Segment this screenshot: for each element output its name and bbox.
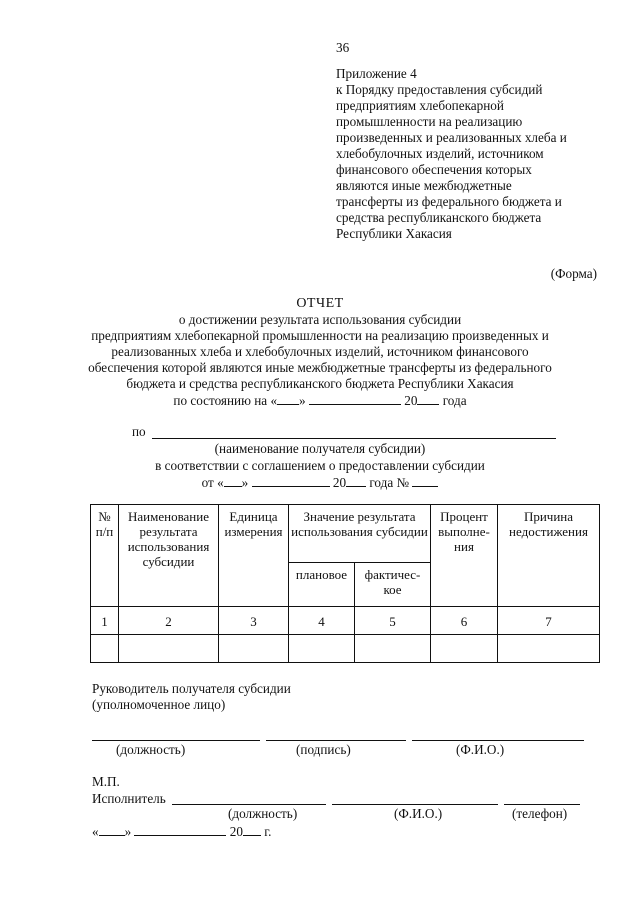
appendix-line: произведенных и реализованных хлеба и	[336, 130, 567, 145]
month-blank[interactable]	[309, 392, 401, 405]
agreement-month-blank[interactable]	[252, 474, 330, 487]
head-signature-title: Руководитель получателя субсидии	[92, 681, 291, 696]
appendix-line: Приложение 4	[336, 66, 417, 81]
form-label: (Форма)	[550, 266, 597, 281]
recipient-caption: (наименование получателя субсидии)	[214, 441, 426, 456]
stamp-label: М.П.	[92, 774, 120, 789]
head-signature-field[interactable]	[266, 740, 406, 741]
header-actual: фактичес-кое	[355, 563, 431, 607]
table-cell[interactable]	[289, 635, 355, 663]
report-title-block	[0, 296, 640, 409]
appendix-line: являются иные межбюджетные	[336, 178, 512, 193]
caption-signature: (подпись)	[296, 742, 351, 757]
executor-phone-field[interactable]	[504, 804, 580, 805]
column-number: 2	[119, 607, 219, 635]
head-position-field[interactable]	[92, 740, 260, 741]
day-blank[interactable]	[277, 392, 299, 405]
appendix-line: средства республиканского бюджета	[336, 210, 542, 225]
appendix-block	[336, 66, 626, 242]
sign-month-blank[interactable]	[134, 823, 226, 836]
header-number: № п/п	[91, 505, 119, 607]
caption-executor-phone: (телефон)	[512, 806, 568, 821]
header-result-value: Значение результата использования субсидии	[289, 505, 431, 563]
agreement-number-blank[interactable]	[412, 474, 438, 487]
column-number: 6	[431, 607, 498, 635]
column-number: 3	[219, 607, 289, 635]
column-number: 5	[355, 607, 431, 635]
report-table	[90, 504, 600, 663]
appendix-line: промышленности на реализацию	[336, 114, 523, 129]
caption-position: (должность)	[116, 742, 186, 757]
report-date-line: по состоянию на « » 20 года	[173, 393, 467, 408]
executor-position-field[interactable]	[172, 804, 326, 805]
title-line: обеспечения которой являются иные межбюджетные трансферты из федерального	[88, 360, 552, 375]
table-cell[interactable]	[431, 635, 498, 663]
caption-fio: (Ф.И.О.)	[456, 742, 505, 757]
table-cell[interactable]	[219, 635, 289, 663]
table-cell[interactable]	[498, 635, 600, 663]
table-cell[interactable]	[91, 635, 119, 663]
header-unit: Единица измерения	[219, 505, 289, 607]
header-result-name: Наименование результата использования субсидии	[119, 505, 219, 607]
recipient-prefix: по	[132, 424, 146, 439]
executor-label: Исполнитель	[92, 791, 166, 806]
column-number: 4	[289, 607, 355, 635]
header-planned: плановое	[289, 563, 355, 607]
column-number: 1	[91, 607, 119, 635]
header-percent: Процент выполне-ния	[431, 505, 498, 607]
appendix-line: к Порядку предоставления субсидий	[336, 82, 543, 97]
title-line: о достижении результата использования субсидии	[178, 312, 462, 327]
caption-executor-position: (должность)	[228, 806, 298, 821]
appendix-line: финансового обеспечения которых	[336, 162, 532, 177]
title-line: реализованных хлеба и хлебобулочных изделий, источником финансового	[111, 344, 529, 359]
appendix-line: хлебобулочных изделий, источником	[336, 146, 544, 161]
year-blank[interactable]	[417, 392, 439, 405]
authorized-person-label: (уполномоченное лицо)	[92, 697, 226, 712]
signature-date-line: « » 20 г.	[92, 824, 272, 839]
column-number: 7	[498, 607, 600, 635]
head-fio-field[interactable]	[412, 740, 584, 741]
table-cell[interactable]	[119, 635, 219, 663]
title-line: бюджета и средства республиканского бюджета Республики Хакасия	[126, 376, 514, 391]
agreement-year-blank[interactable]	[346, 474, 366, 487]
appendix-line: трансферты из федерального бюджета и	[336, 194, 562, 209]
agreement-text: в соответствии с соглашением о предоставлении субсидии	[155, 458, 485, 473]
header-reason: Причина недостижения	[498, 505, 600, 607]
agreement-date-line: от « » 20 года №	[0, 474, 640, 491]
executor-fio-field[interactable]	[332, 804, 498, 805]
caption-executor-fio: (Ф.И.О.)	[394, 806, 443, 821]
agreement-day-blank[interactable]	[224, 474, 242, 487]
appendix-line: Республики Хакасия	[336, 226, 452, 241]
table-cell[interactable]	[355, 635, 431, 663]
page-number: 36	[336, 40, 350, 55]
sign-year-blank[interactable]	[243, 823, 261, 836]
report-heading: ОТЧЕТ	[296, 296, 344, 311]
title-line: предприятиям хлебопекарной промышленности на реализацию произведенных и	[91, 328, 549, 343]
recipient-name-field[interactable]	[152, 438, 556, 439]
appendix-line: предприятиям хлебопекарной	[336, 98, 504, 113]
sign-day-blank[interactable]	[99, 823, 125, 836]
